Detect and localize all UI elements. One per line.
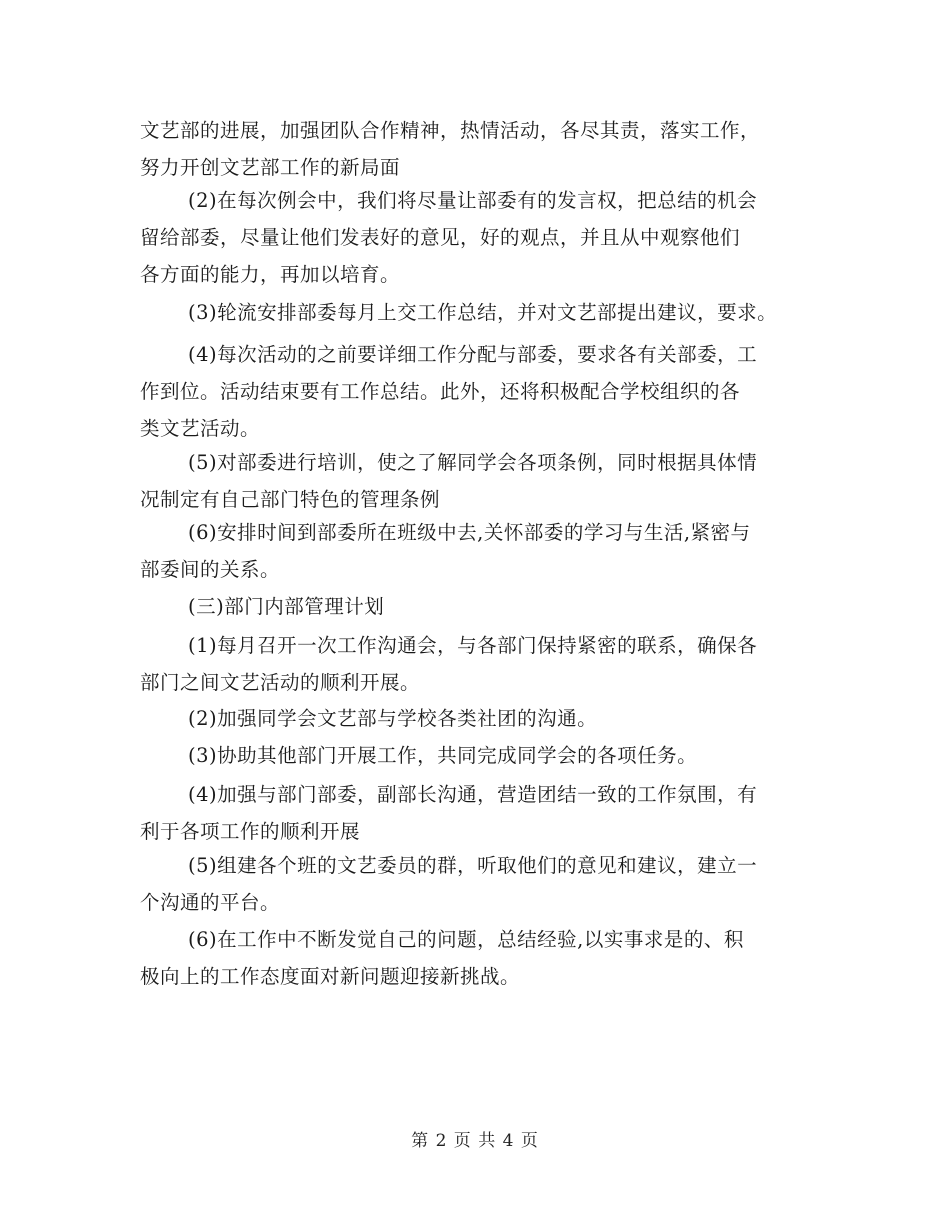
paragraph (140, 112, 820, 186)
text-line: (6)在工作中不断发觉自己的问题，总结经验,以实事求是的、积 (188, 928, 744, 951)
text-line: (5)组建各个班的文艺委员的群，听取他们的意见和建议，建立一 (188, 854, 758, 877)
text-line: (2)在每次例会中，我们将尽量让部委有的发言权，把总结的机会 (188, 189, 758, 212)
text-line: 留给部委，尽量让他们发表好的意见，好的观点，并且从中观察他们 (140, 226, 741, 249)
paragraph (140, 847, 820, 921)
text-line: 各方面的能力，再加以培育。 (140, 263, 401, 286)
page-number-footer: 第 2 页 共 4 页 (411, 1131, 539, 1151)
text-line: 个沟通的平台。 (140, 891, 281, 914)
paragraph (140, 700, 820, 737)
text-line: (三)部门内部管理计划 (188, 595, 385, 618)
text-line: (2)加强同学会文艺部与学校各类社团的沟通。 (188, 707, 598, 730)
paragraph (140, 776, 820, 850)
paragraph (140, 514, 820, 588)
paragraph (140, 921, 820, 995)
section-heading (140, 588, 820, 625)
text-line: 况制定有自己部门特色的管理条例 (140, 488, 441, 511)
text-line: (6)安排时间到部委所在班级中去,关怀部委的学习与生活,紧密与 (188, 521, 751, 544)
text-line: 极向上的工作态度面对新问题迎接新挑战。 (140, 965, 521, 988)
text-line: 利于各项工作的顺利开展 (140, 820, 361, 843)
text-line: (3)协助其他部门开展工作，共同完成同学会的各项任务。 (188, 744, 698, 767)
text-line: (1)每月召开一次工作沟通会，与各部门保持紧密的联系，确保各 (188, 634, 758, 657)
text-line: 类文艺活动。 (140, 417, 261, 440)
paragraph (140, 444, 820, 518)
text-line: 文艺部的进展，加强团队合作精神，热情活动，各尽其责，落实工作， (140, 119, 761, 142)
text-line: 部门之间文艺活动的顺利开展。 (140, 671, 421, 694)
text-line: (4)每次活动的之前要详细工作分配与部委，要求各有关部委，工 (188, 343, 758, 366)
paragraph (140, 294, 820, 331)
paragraph (140, 182, 820, 293)
paragraph (140, 737, 820, 774)
paragraph (140, 627, 820, 701)
text-line: (3)轮流安排部委每月上交工作总结，并对文艺部提出建议，要求。 (188, 301, 778, 324)
text-line: (4)加强与部门部委，副部长沟通，营造团结一致的工作氛围，有 (188, 783, 758, 806)
text-line: 努力开创文艺部工作的新局面 (140, 156, 401, 179)
text-line: (5)对部委进行培训，使之了解同学会各项条例，同时根据具体情 (188, 451, 758, 474)
text-line: 部委间的关系。 (140, 558, 281, 581)
paragraph (140, 336, 820, 447)
text-line: 作到位。活动结束要有工作总结。此外，还将积极配合学校组织的各 (140, 380, 741, 403)
